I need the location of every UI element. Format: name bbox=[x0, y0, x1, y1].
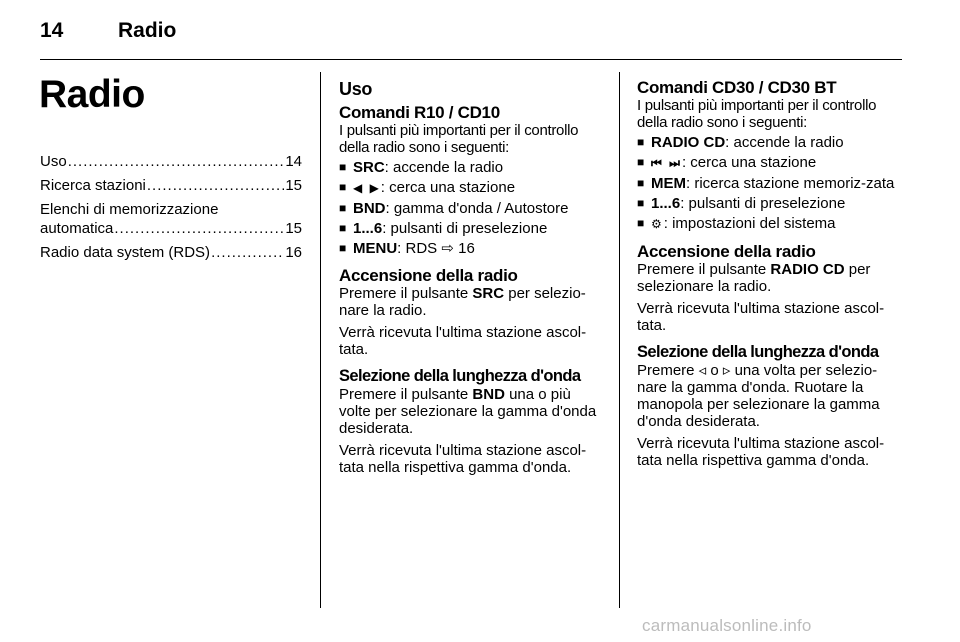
column-divider-1 bbox=[320, 72, 321, 608]
toc-leader-dots bbox=[211, 243, 284, 262]
toc-entry-text: Ricerca stazioni bbox=[40, 177, 146, 194]
bullet-square-icon: ■ bbox=[339, 221, 347, 235]
bullet-square-icon: ■ bbox=[637, 155, 645, 169]
paragraph: Premere il pulsante RADIO CD per selezionare la radio. bbox=[637, 261, 871, 295]
bullet-square-icon: ■ bbox=[637, 135, 645, 149]
control-key: 1...6 bbox=[651, 195, 681, 212]
toc-entry-page: 15 bbox=[285, 220, 302, 237]
table-of-contents bbox=[40, 152, 302, 267]
list-item bbox=[339, 179, 605, 197]
arrow-left-right-icon: ◀ ▶ bbox=[353, 181, 381, 195]
running-header-title: Radio bbox=[118, 19, 177, 42]
watermark: carmanualsonline.info bbox=[642, 616, 812, 635]
toc-leader-dots bbox=[114, 219, 284, 238]
toc-entry-page: 16 bbox=[285, 244, 302, 261]
column-divider-2 bbox=[619, 72, 620, 608]
control-key: SRC bbox=[472, 285, 505, 302]
skip-back-forward-icon: ⏮ ⏭ bbox=[651, 156, 682, 170]
control-key: MENU bbox=[353, 240, 398, 257]
paragraph: Verrà ricevuta l'ultima stazione ascol-tata. bbox=[637, 300, 885, 334]
toc-entry-text: Radio data system (RDS) bbox=[40, 244, 211, 261]
toc-entry[interactable] bbox=[40, 152, 302, 171]
paragraph: Premere il pulsante SRC per selezio-nare la radio. bbox=[339, 285, 586, 319]
chapter-title: Radio bbox=[39, 73, 145, 116]
list-item bbox=[637, 175, 903, 192]
control-desc: : gamma d'onda / Autostore bbox=[385, 200, 569, 217]
list-item bbox=[339, 200, 605, 217]
bullet-square-icon: ■ bbox=[339, 201, 347, 215]
toc-entry-text: Uso bbox=[40, 153, 67, 170]
toc-entry-multiline[interactable] bbox=[40, 200, 302, 238]
toc-entry-page: 14 bbox=[285, 153, 302, 170]
content-column-1 bbox=[339, 78, 605, 476]
page-reference-arrow-icon: ⇨ bbox=[441, 240, 454, 257]
list-item bbox=[637, 154, 903, 172]
list-item bbox=[339, 240, 605, 257]
control-desc: : pulsanti di preselezione bbox=[382, 220, 548, 237]
section-heading-uso: Uso bbox=[339, 79, 373, 99]
paragraph: Verrà ricevuta l'ultima stazione ascol-tata nella rispettiva gamma d'onda. bbox=[339, 442, 587, 476]
toc-leader-dots bbox=[147, 176, 284, 195]
control-desc: : ricerca stazione memoriz-zata bbox=[686, 175, 895, 192]
settings-icon: ⚙ bbox=[651, 217, 664, 231]
paragraph: Verrà ricevuta l'ultima stazione ascol-tata nella rispettiva gamma d'onda. bbox=[637, 435, 885, 469]
paragraph: Verrà ricevuta l'ultima stazione ascol-tata. bbox=[339, 324, 587, 358]
subheading-selezione-lunghezza-onda: Selezione della lunghezza d'onda bbox=[339, 367, 581, 385]
toc-entry-text-line1: Elenchi di memorizzazione bbox=[40, 201, 219, 218]
intro-paragraph: I pulsanti più importanti per il controllo della radio sono i seguenti: bbox=[339, 122, 579, 156]
control-key: MEM bbox=[651, 175, 686, 192]
bullet-square-icon: ■ bbox=[339, 160, 347, 174]
control-key: BND bbox=[353, 200, 386, 217]
control-desc: : accende la radio bbox=[725, 134, 844, 151]
list-item bbox=[637, 195, 903, 212]
toc-entry-page: 15 bbox=[285, 177, 302, 194]
bullet-square-icon: ■ bbox=[637, 216, 645, 230]
page-number: 14 bbox=[40, 19, 64, 42]
intro-paragraph: I pulsanti più importanti per il controllo della radio sono i seguenti: bbox=[637, 97, 877, 131]
control-key: SRC bbox=[353, 159, 385, 176]
subheading-accensione-radio: Accensione della radio bbox=[637, 242, 816, 261]
control-list bbox=[339, 159, 605, 257]
paragraph: Premere il pulsante BND una o più volte per selezionare la gamma d'onda desiderata. bbox=[339, 386, 597, 437]
control-desc: : cerca una stazione bbox=[380, 179, 516, 196]
bullet-square-icon: ■ bbox=[637, 196, 645, 210]
control-list bbox=[637, 134, 903, 233]
control-desc: : accende la radio bbox=[384, 159, 504, 176]
page-reference-number[interactable]: 16 bbox=[458, 240, 475, 257]
header-rule bbox=[40, 59, 902, 60]
list-item bbox=[637, 215, 903, 233]
subheading-comandi-cd30: Comandi CD30 / CD30 BT bbox=[637, 78, 837, 97]
toc-entry-text: automatica bbox=[40, 220, 114, 237]
list-item bbox=[637, 134, 903, 151]
control-desc: : RDS bbox=[397, 240, 438, 257]
toc-entry[interactable] bbox=[40, 243, 302, 262]
list-item bbox=[339, 220, 605, 237]
list-item bbox=[339, 159, 605, 176]
bullet-square-icon: ■ bbox=[339, 180, 347, 194]
subheading-accensione-radio: Accensione della radio bbox=[339, 266, 518, 285]
content-column-2 bbox=[637, 78, 903, 469]
control-key: BND bbox=[472, 386, 505, 403]
bullet-square-icon: ■ bbox=[339, 241, 347, 255]
subheading-selezione-lunghezza-onda: Selezione della lunghezza d'onda bbox=[637, 343, 879, 361]
control-desc: : pulsanti di preselezione bbox=[680, 195, 846, 212]
toc-entry[interactable] bbox=[40, 176, 302, 195]
control-key: 1...6 bbox=[353, 220, 383, 237]
toc-entry-line2 bbox=[40, 219, 302, 238]
control-desc: : impostazioni del sistema bbox=[663, 215, 836, 232]
toc-leader-dots bbox=[68, 152, 285, 171]
bullet-square-icon: ■ bbox=[637, 176, 645, 190]
paragraph: Premere ◃ o ▹ una volta per selezio-nare la gamma d'onda. Ruotare la manopola per selezionare la gamma d'onda desiderata. bbox=[637, 362, 880, 430]
control-key: RADIO CD bbox=[770, 261, 845, 278]
control-desc: : cerca una stazione bbox=[681, 154, 817, 171]
subheading-comandi-r10: Comandi R10 / CD10 bbox=[339, 103, 500, 122]
control-key: RADIO CD bbox=[651, 134, 726, 151]
